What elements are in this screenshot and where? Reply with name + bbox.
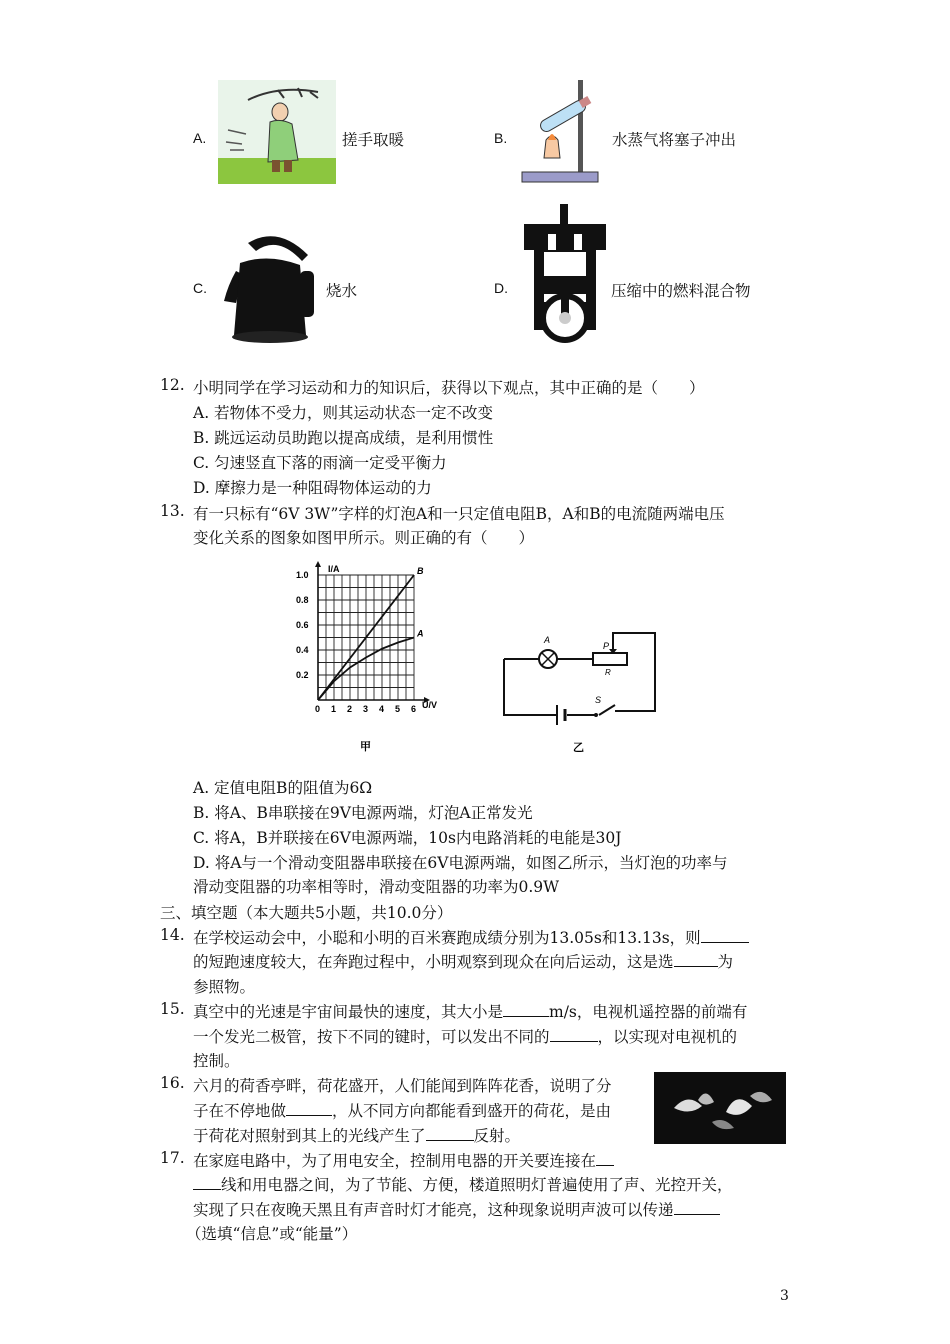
x-tick-label: 5 (395, 704, 401, 714)
q13-stem-line1: 有一只标有“6V 3W”字样的灯泡A和一只定值电阻B，A和B的电流随两端电压 (193, 505, 725, 523)
person-rubbing-hands-picture (218, 80, 336, 184)
switch-lever (599, 705, 615, 715)
q13-option-d-line1: D. 将A与一个滑动变阻器串联接在6V电源两端，如图乙所示，当灯泡的功率与 (193, 854, 728, 872)
y-axis-arrow (315, 561, 321, 567)
option-d-letter: D. (494, 280, 508, 296)
engine-cylinder-picture (520, 202, 610, 348)
q12-option-a: A. 若物体不受力，则其运动状态一定不改变 (193, 404, 494, 422)
option-c-caption: 烧水 (326, 282, 358, 300)
rheostat-icon (593, 653, 627, 665)
x-tick-label: 4 (379, 704, 385, 714)
q15-text1: 真空中的光速是宇宙间最快的速度，其大小是 (193, 1003, 504, 1021)
q12-option-d: D. 摩擦力是一种阻碍物体运动的力 (193, 479, 432, 497)
q16-text3: 于荷花对照射到其上的光线产生了 (193, 1127, 426, 1145)
y-tick-label: 0.4 (296, 645, 309, 655)
x-tick-label: 0 (315, 704, 321, 714)
lotus-flower-picture (654, 1072, 786, 1144)
option-b-caption: 水蒸气将塞子冲出 (612, 131, 737, 149)
q17-number: 17. (160, 1149, 185, 1167)
iu-chart (290, 560, 450, 760)
circuit-diagram (495, 625, 665, 755)
q14-text3: 为 (717, 953, 734, 971)
q15-blank2[interactable] (550, 1027, 598, 1042)
q16-line2 (193, 1099, 611, 1121)
x-tick-label: 1 (331, 704, 337, 714)
q17-line1 (193, 1149, 614, 1171)
q14-text2: 的短跑速度较大，在奔跑过程中，小明观察到现众在向后运动，这是选 (193, 953, 674, 971)
lamp-label: A (544, 635, 551, 645)
q14-line1 (193, 926, 749, 948)
series-label-A: A (417, 628, 424, 639)
test-tube-steam-picture (518, 78, 602, 184)
q16-number: 16. (160, 1074, 185, 1092)
q17-text2: 线和用电器之间，为了节能、方便，楼道照明灯普遍使用了声、光控开关， (221, 1176, 733, 1194)
q12-number: 12. (160, 376, 185, 394)
kettle-picture (218, 225, 322, 345)
q17-line3 (193, 1198, 720, 1220)
option-a-letter: A. (193, 130, 207, 146)
y-tick-label: 0.8 (296, 595, 309, 605)
q16-blank2[interactable] (426, 1126, 474, 1141)
q14-number: 14. (160, 926, 185, 944)
x-tick-label: 2 (347, 704, 353, 714)
q13-option-a: A. 定值电阻B的阻值为6Ω (193, 779, 373, 797)
q15-line2 (193, 1025, 737, 1047)
q15-text3: 一个发光二极管，按下不同的键时，可以发出不同的 (193, 1028, 550, 1046)
option-d-caption: 压缩中的燃料混合物 (611, 282, 751, 300)
q14-text1: 在学校运动会中，小聪和小明的百米赛跑成绩分别为13.05s和13.13s，则 (193, 929, 701, 947)
q17-line2 (193, 1173, 733, 1195)
x-axis-label: U/V (422, 700, 438, 710)
q15-text4: ，以实现对电视机的 (597, 1028, 738, 1046)
q17-blank2[interactable] (674, 1200, 720, 1215)
q16-text2: ，从不同方向都能看到盛开的荷花，是由 (332, 1102, 612, 1120)
option-c-letter: C. (193, 280, 207, 296)
circuit-caption: 乙 (573, 742, 584, 754)
q15-number: 15. (160, 1000, 185, 1018)
q15-line3: 控制。 (193, 1052, 240, 1070)
q14-line2 (193, 950, 733, 972)
q17-text1: 在家庭电路中，为了用电安全，控制用电器的开关要连接在 (193, 1152, 597, 1170)
q17-blank1b[interactable] (193, 1175, 221, 1190)
section-3-heading: 三、填空题（本大题共5小题，共10.0分） (160, 904, 453, 922)
x-tick-label: 3 (363, 704, 369, 714)
q16-blank1[interactable] (286, 1101, 332, 1116)
q15-text2: m/s，电视机遥控器的前端有 (549, 1003, 748, 1021)
q12-option-c: C. 匀速竖直下落的雨滴一定受平衡力 (193, 454, 447, 472)
rheostat-label: R (605, 668, 611, 677)
y-tick-label: 1.0 (296, 570, 309, 580)
q15-line1 (193, 1000, 747, 1022)
q16-text4: 反射。 (473, 1127, 521, 1145)
q14-blank1[interactable] (701, 928, 749, 943)
chart-caption: 甲 (360, 741, 371, 753)
q13-option-d-line2: 滑动变阻器的功率相等时，滑动变阻器的功率为0.9W (193, 878, 560, 896)
q16-line1: 六月的荷香亭畔，荷花盛开，人们能闻到阵阵花香，说明了分 (193, 1077, 612, 1095)
x-tick-label: 6 (411, 704, 417, 714)
q16-text1: 子在不停地做 (193, 1102, 287, 1120)
series-label-B: B (417, 566, 424, 576)
q13-number: 13. (160, 502, 185, 520)
q17-line4: （选填“信息”或“能量”） (186, 1225, 358, 1243)
page-number: 3 (780, 1288, 789, 1304)
q16-line3 (193, 1124, 520, 1146)
switch-label: S (595, 695, 602, 705)
q12-stem: 小明同学在学习运动和力的知识后，获得以下观点，其中正确的是（ ） (193, 379, 705, 397)
slider-label: P (603, 641, 610, 651)
option-a-caption: 搓手取暖 (342, 131, 405, 149)
y-axis-label: I/A (328, 564, 340, 574)
q15-blank1[interactable] (503, 1002, 549, 1017)
q13-option-c: C. 将A，B并联接在6V电源两端，10s内电路消耗的电能是30J (193, 829, 622, 847)
q14-line3: 参照物。 (193, 978, 256, 996)
y-tick-label: 0.6 (296, 620, 309, 630)
y-tick-label: 0.2 (296, 670, 309, 680)
wire-right (613, 633, 655, 711)
option-b-letter: B. (494, 130, 508, 146)
q12-option-b: B. 跳远运动员助跑以提高成绩，是利用惯性 (193, 429, 494, 447)
q14-blank2[interactable] (674, 952, 718, 967)
q13-option-b: B. 将A、B串联接在9V电源两端，灯泡A正常发光 (193, 804, 533, 822)
q13-stem-line2: 变化关系的图象如图甲所示。则正确的有（ ） (193, 529, 535, 547)
q17-blank1a[interactable] (596, 1151, 614, 1166)
q17-text3: 实现了只在夜晚天黑且有声音时灯才能亮，这种现象说明声波可以传递 (193, 1201, 674, 1219)
